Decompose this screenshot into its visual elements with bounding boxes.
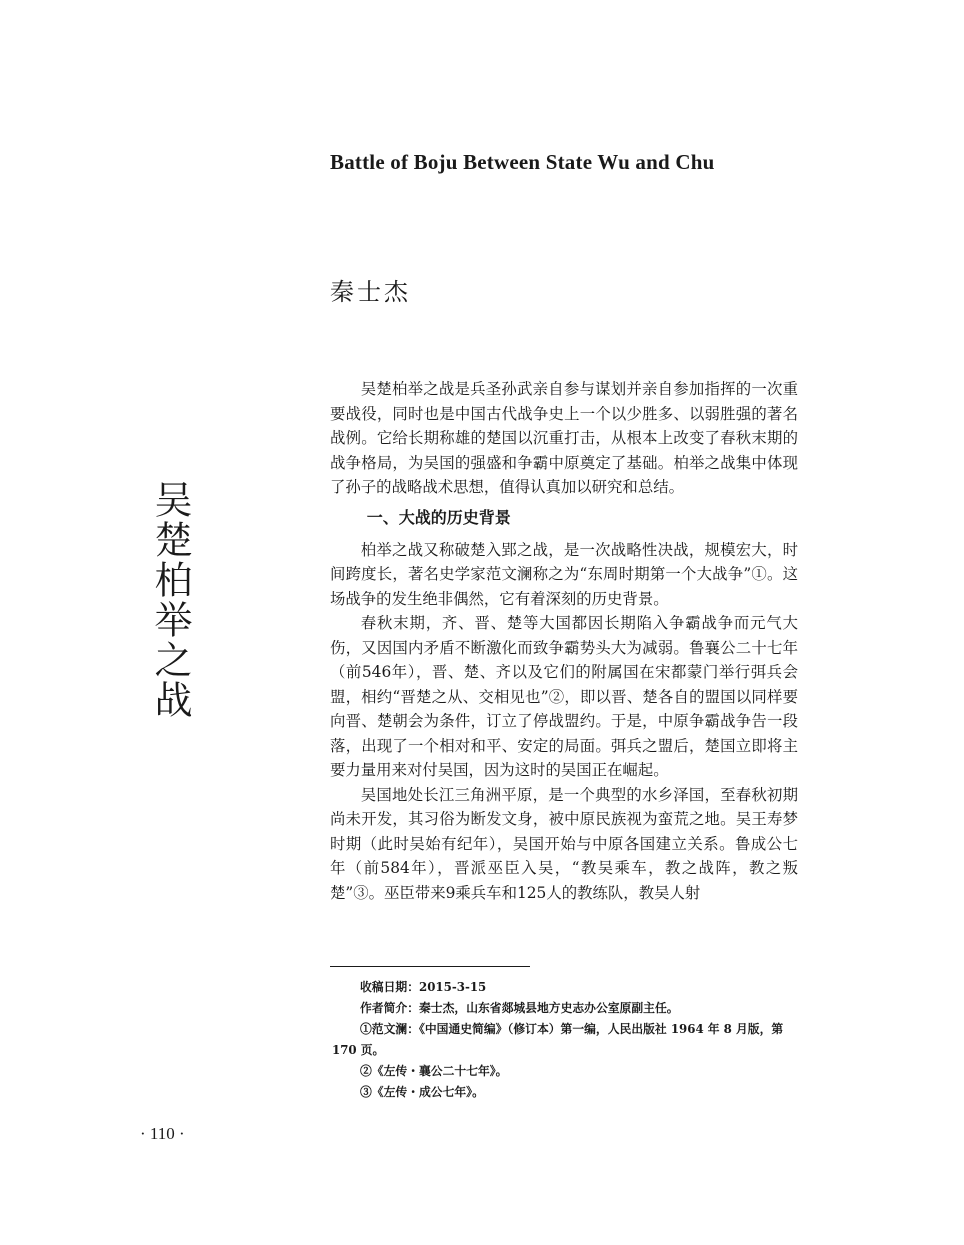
- article-body: [330, 377, 798, 905]
- english-title: Battle of Boju Between State Wu and Chu: [330, 150, 715, 174]
- paragraph-3: 吴国地处长江三角洲平原，是一个典型的水乡泽国，至春秋初期尚未开发，其习俗为断发文身，被中原民族视为蛮荒之地。吴王寿梦时期（此时吴始有纪年），吴国开始与中原各国建立关系。鲁成公七年（前584年），晋派巫臣入吴，“教吴乘车，教之战阵，教之叛楚”③。巫臣带来9乘兵车和125人的教练队，教吴人射: [330, 785, 798, 902]
- section-heading: 一、大战的历史背景: [366, 507, 511, 527]
- author-bio-label: 作者简介：: [360, 1001, 419, 1015]
- received-date: 2015-3-15: [419, 980, 487, 994]
- author-name: 秦士杰: [330, 278, 411, 306]
- footnotes: [332, 977, 806, 1103]
- paragraph-2: 春秋末期，齐、晋、楚等大国都因长期陷入争霸战争而元气大伤，又因国内矛盾不断激化而致争霸势头大为减弱。鲁襄公二十七年（前546年），晋、楚、齐以及它们的附属国在宋都蒙门举行弭兵会盟，相约“晋楚之从、交相见也”②，即以晋、楚各自的盟国以同样要向晋、楚朝会为条件，订立了停战盟约。于是，中原争霸战争告一段落，出现了一个相对和平、安定的局面。弭兵之盟后，楚国立即将主要力量用来对付吴国，因为这时的吴国正在崛起。: [330, 614, 798, 779]
- received-label: 收稿日期：: [360, 980, 419, 994]
- paragraph-1: 柏举之战又称破楚入郢之战，是一次战略性决战，规模宏大，时间跨度长，著名史学家范文澜称之为“东周时期第一个大战争”①。这场战争的发生绝非偶然，它有着深刻的历史背景。: [330, 540, 798, 608]
- footnote-3: ③《左传・成公七年》。: [360, 1085, 484, 1099]
- intro-paragraph: 吴楚柏举之战是兵圣孙武亲自参与谋划并亲自参加指挥的一次重要战役，同时也是中国古代战争史上一个以少胜多、以弱胜强的著名战例。它给长期称雄的楚国以沉重打击，从根本上改变了春秋末期的战争格局，为吴国的强盛和争霸中原奠定了基础。柏举之战集中体现了孙子的战略战术思想，值得认真加以研究和总结。: [330, 380, 798, 496]
- footnote-1: ①范文澜：《中国通史简编》（修订本）第一编，人民出版社 1964 年 8 月版，第: [360, 1022, 784, 1036]
- page-number: · 110 ·: [140, 1124, 185, 1143]
- vertical-title: 吴楚柏举之战: [148, 480, 192, 720]
- footnote-divider: [330, 966, 530, 967]
- received-date-line: [336, 977, 806, 998]
- footnote-2: ②《左传・襄公二十七年》。: [360, 1064, 508, 1078]
- author-bio-line: [336, 998, 806, 1019]
- author-bio: 秦士杰，山东省郯城县地方史志办公室原副主任。: [419, 1001, 679, 1015]
- footnote-1-continued: 170 页。: [332, 1043, 385, 1057]
